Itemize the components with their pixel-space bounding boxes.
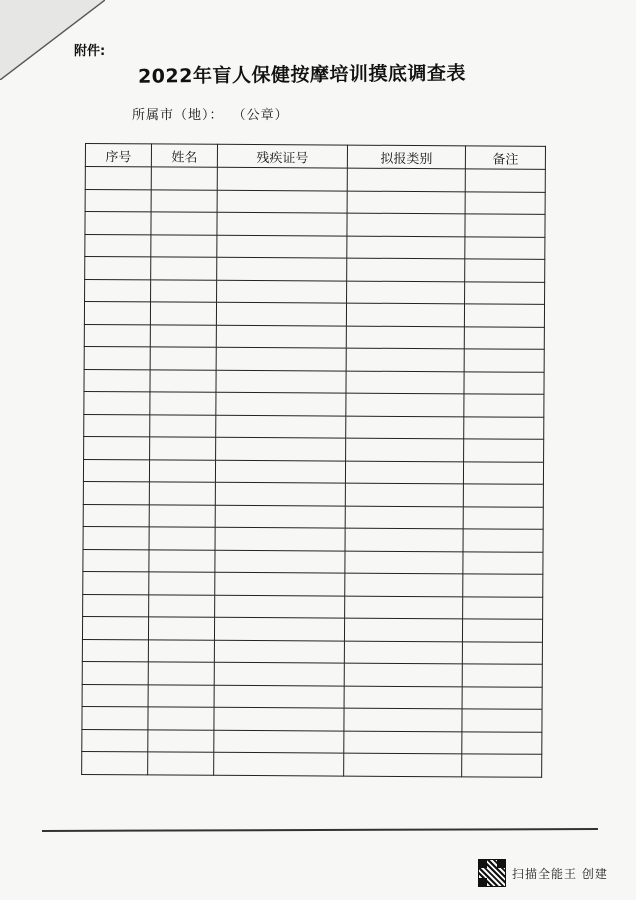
table-cell <box>215 527 345 550</box>
table-cell <box>345 528 463 551</box>
table-row <box>84 414 544 439</box>
table-cell <box>464 394 544 417</box>
table-cell <box>84 324 150 347</box>
table-row <box>82 639 542 664</box>
table-cell <box>149 527 215 550</box>
table-cell <box>347 281 465 304</box>
table-cell <box>217 212 347 235</box>
table-cell <box>465 191 545 214</box>
table-cell <box>217 235 347 258</box>
table-cell <box>463 551 543 574</box>
table-cell <box>462 709 542 732</box>
table-cell <box>462 731 542 754</box>
table-cell <box>215 550 345 573</box>
table-cell <box>82 639 148 662</box>
table-cell <box>84 346 150 369</box>
table-row <box>85 257 545 282</box>
table-cell <box>84 369 150 392</box>
table-cell <box>83 549 149 572</box>
table-cell <box>151 212 217 235</box>
official-seal-label: （公章） <box>232 108 289 123</box>
table-cell <box>347 168 465 191</box>
column-header-name: 姓名 <box>151 144 217 167</box>
table-row <box>84 436 544 461</box>
table-cell <box>215 482 345 505</box>
table-cell <box>346 393 464 416</box>
table-cell <box>83 481 149 504</box>
column-header-remarks: 备注 <box>465 146 545 169</box>
table-cell <box>217 257 347 280</box>
table-cell <box>83 504 149 527</box>
table-cell <box>463 574 543 597</box>
scanner-watermark-text: 扫描全能王 创建 <box>512 866 608 881</box>
table-row <box>85 167 545 192</box>
table-cell <box>344 618 462 641</box>
table-cell <box>346 326 464 349</box>
table-cell <box>83 571 149 594</box>
table-row <box>83 526 543 551</box>
table-cell <box>148 752 214 775</box>
table-cell <box>148 662 214 685</box>
table-row <box>83 571 543 596</box>
table-cell <box>462 619 542 642</box>
table-cell <box>214 640 344 663</box>
table-cell <box>347 258 465 281</box>
organization-label: 所属市（地）： <box>132 108 224 123</box>
table-cell <box>346 303 464 326</box>
table-cell <box>150 302 216 325</box>
table-header-row <box>85 144 545 170</box>
column-header-serial: 序号 <box>85 144 151 167</box>
table-row <box>82 751 542 776</box>
table-cell <box>345 461 463 484</box>
table-cell <box>462 641 542 664</box>
table-cell <box>465 281 545 304</box>
table-cell <box>346 438 464 461</box>
table-cell <box>149 594 215 617</box>
table-cell <box>148 707 214 730</box>
table-cell <box>464 304 544 327</box>
table-row <box>83 504 543 529</box>
table-cell <box>465 169 545 192</box>
table-cell <box>463 596 543 619</box>
table-cell <box>151 279 217 302</box>
table-cell <box>344 731 462 754</box>
table-cell <box>345 483 463 506</box>
document-title: 2022年盲人保健按摩培训摸底调查表 <box>137 62 467 88</box>
table-cell <box>214 752 344 775</box>
table-cell <box>151 189 217 212</box>
table-cell <box>463 529 543 552</box>
table-cell <box>150 392 216 415</box>
table-row <box>84 369 544 394</box>
table-cell <box>347 213 465 236</box>
table-row <box>83 594 543 619</box>
table-cell <box>215 505 345 528</box>
table-cell <box>82 751 148 774</box>
organization-line <box>132 104 293 123</box>
table-cell <box>344 641 462 664</box>
table-cell <box>465 214 545 237</box>
table-cell <box>148 684 214 707</box>
table-cell <box>464 439 544 462</box>
table-row <box>82 684 542 709</box>
bottom-rule <box>42 828 598 832</box>
table-cell <box>85 279 151 302</box>
table-cell <box>215 572 345 595</box>
table-row <box>84 324 544 349</box>
table-cell <box>463 484 543 507</box>
table-cell <box>464 349 544 372</box>
table-cell <box>462 686 542 709</box>
table-cell <box>216 347 346 370</box>
table-cell <box>345 573 463 596</box>
survey-table <box>81 143 546 777</box>
table-row <box>85 189 545 214</box>
table-row <box>82 729 542 754</box>
table-cell <box>217 280 347 303</box>
table-cell <box>346 416 464 439</box>
table-cell <box>464 371 544 394</box>
table-cell <box>214 617 344 640</box>
attachment-label: 附件: <box>74 44 106 59</box>
table-cell <box>151 257 217 280</box>
table-cell <box>346 348 464 371</box>
table-cell <box>344 708 462 731</box>
table-cell <box>215 595 345 618</box>
table-cell <box>344 663 462 686</box>
table-cell <box>149 572 215 595</box>
table-cell <box>84 414 150 437</box>
table-body <box>82 167 546 777</box>
table-row <box>82 616 542 641</box>
table-cell <box>214 685 344 708</box>
table-cell <box>464 416 544 439</box>
table-cell <box>346 371 464 394</box>
column-header-disability-cert: 残疾证号 <box>217 144 347 168</box>
table-cell <box>465 259 545 282</box>
table-cell <box>149 482 215 505</box>
table-cell <box>85 212 151 235</box>
table-cell <box>344 686 462 709</box>
table-cell <box>148 617 214 640</box>
table-cell <box>217 190 347 213</box>
table-row <box>83 459 543 484</box>
table-cell <box>84 391 150 414</box>
table-cell <box>345 551 463 574</box>
table-cell <box>464 326 544 349</box>
table-cell <box>344 753 462 776</box>
table-cell <box>85 257 151 280</box>
table-cell <box>85 234 151 257</box>
table-cell <box>85 189 151 212</box>
table-cell <box>82 684 148 707</box>
table-cell <box>345 596 463 619</box>
table-row <box>82 661 542 686</box>
table-cell <box>83 459 149 482</box>
table-row <box>85 279 545 304</box>
table-cell <box>465 236 545 259</box>
table-cell <box>216 325 346 348</box>
table-cell <box>83 526 149 549</box>
table-cell <box>214 662 344 685</box>
table-cell <box>463 461 543 484</box>
table-cell <box>82 706 148 729</box>
table-row <box>85 212 545 237</box>
table-cell <box>216 437 346 460</box>
column-header-category: 拟报类别 <box>347 145 465 169</box>
qr-code-icon <box>478 859 506 887</box>
table-cell <box>151 234 217 257</box>
table-cell <box>216 302 346 325</box>
table-cell <box>216 392 346 415</box>
table-cell <box>85 167 151 190</box>
table-cell <box>462 664 542 687</box>
table-cell <box>84 436 150 459</box>
table-row <box>82 706 542 731</box>
table-cell <box>347 236 465 259</box>
table-cell <box>150 369 216 392</box>
table-cell <box>84 302 150 325</box>
table-cell <box>216 370 346 393</box>
table-cell <box>82 729 148 752</box>
table-cell <box>463 506 543 529</box>
table-cell <box>347 191 465 214</box>
table-cell <box>462 754 542 777</box>
table-cell <box>217 167 347 190</box>
table-cell <box>215 460 345 483</box>
table-row <box>83 549 543 574</box>
table-cell <box>214 730 344 753</box>
table-row <box>83 481 543 506</box>
table-cell <box>149 549 215 572</box>
table-cell <box>148 639 214 662</box>
table-cell <box>150 414 216 437</box>
table-cell <box>82 661 148 684</box>
table-cell <box>150 347 216 370</box>
scanner-watermark <box>478 859 608 887</box>
table-row <box>84 391 544 416</box>
table-row <box>84 346 544 371</box>
table-cell <box>150 324 216 347</box>
table-cell <box>345 506 463 529</box>
table-cell <box>150 437 216 460</box>
table-cell <box>214 707 344 730</box>
table-row <box>85 234 545 259</box>
table-row <box>84 302 544 327</box>
table-cell <box>149 504 215 527</box>
table-cell <box>216 415 346 438</box>
table-cell <box>148 729 214 752</box>
table-cell <box>151 167 217 190</box>
table-cell <box>149 459 215 482</box>
table-cell <box>82 616 148 639</box>
table-cell <box>83 594 149 617</box>
